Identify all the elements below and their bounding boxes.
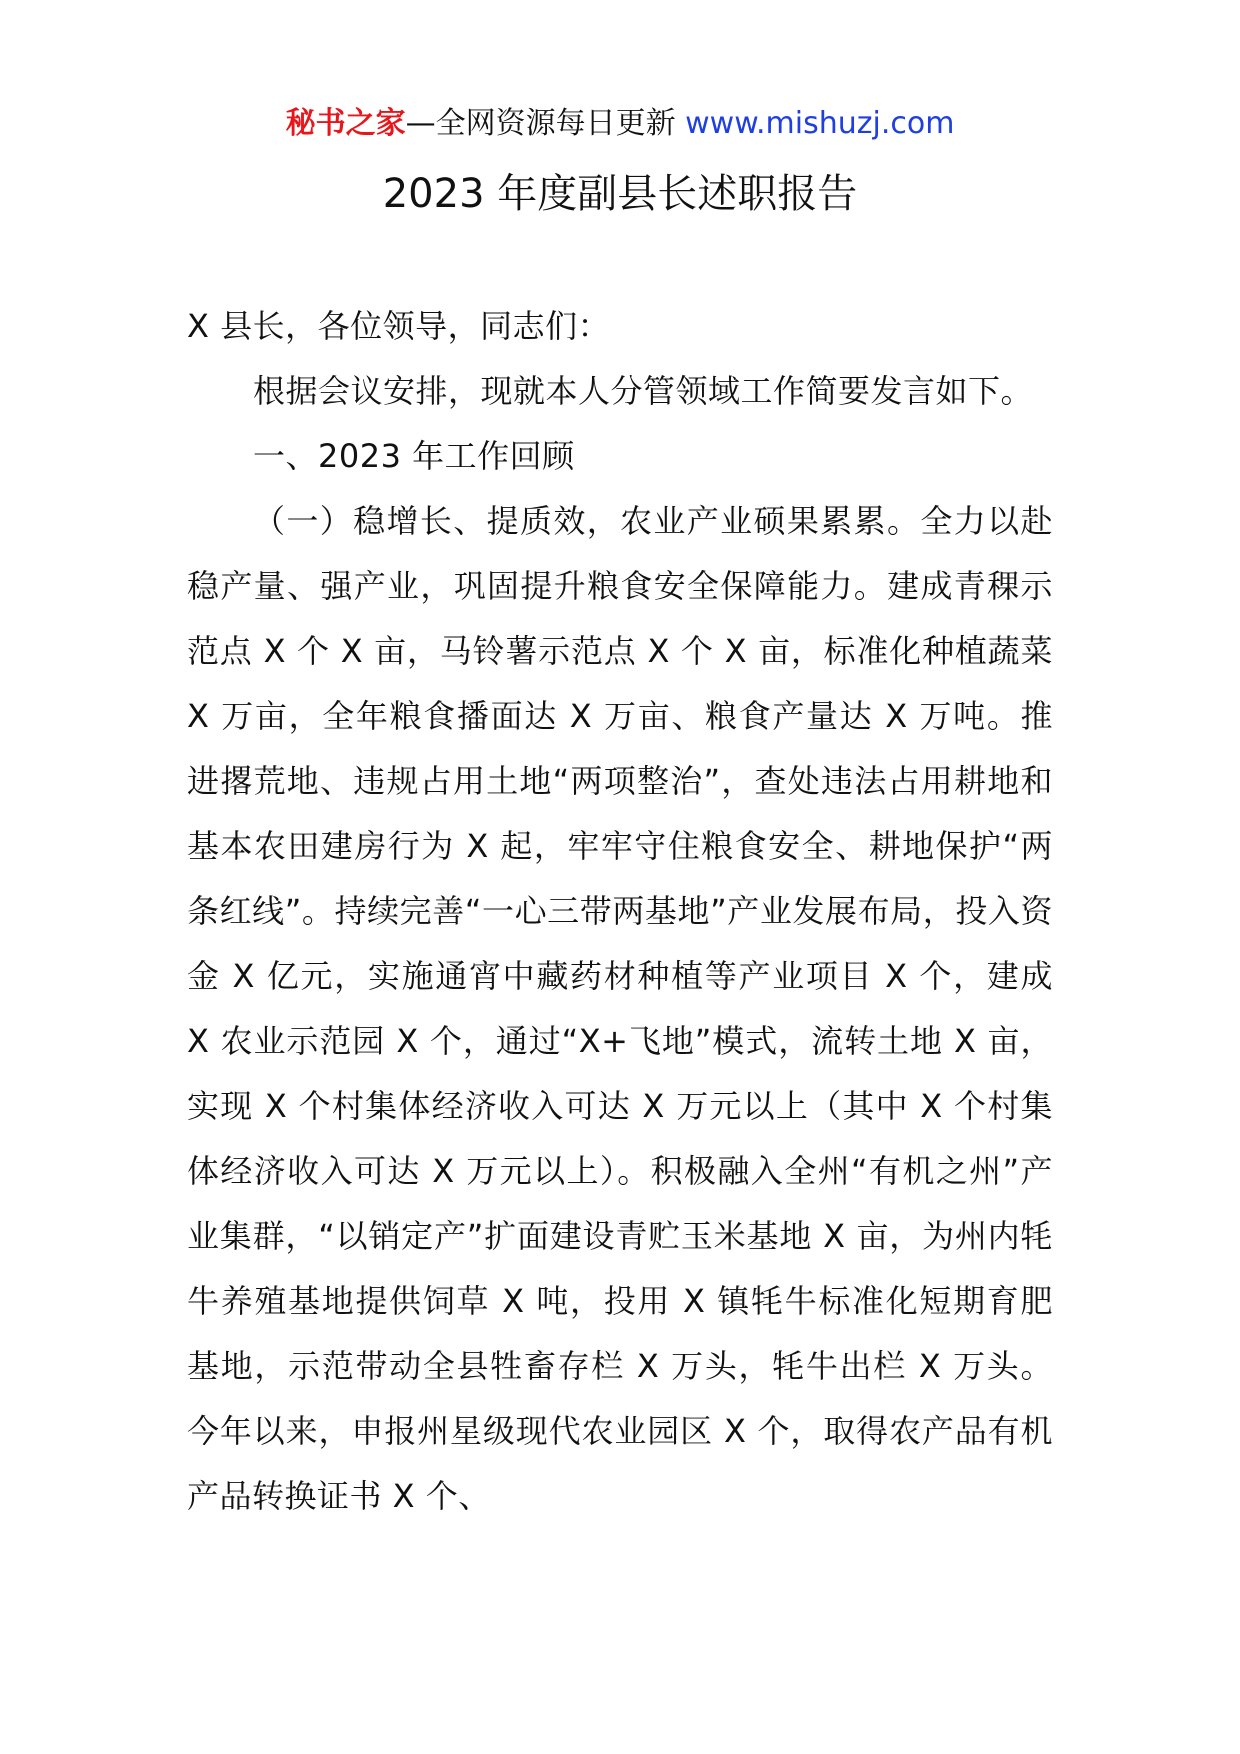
site-slogan: —全网资源每日更新: [405, 106, 686, 141]
document-title: 2023 年度副县长述职报告: [382, 171, 858, 217]
site-url-link[interactable]: www.mishuzj.com: [685, 106, 955, 141]
section-heading: 一、2023 年工作回顾: [253, 437, 575, 475]
document-body: [187, 294, 1053, 1529]
salutation: X 县长，各位领导，同志们：: [187, 307, 611, 345]
site-brand: 秘书之家: [285, 106, 406, 141]
site-header: [0, 104, 1240, 144]
intro-paragraph: 根据会议安排，现就本人分管领域工作简要发言如下。: [253, 372, 1034, 410]
body-paragraph: （一）稳增长、提质效，农业产业硕果累累。全力以赴稳产量、强产业，巩固提升粮食安全保障能力。建成青稞示范点 X 个 X 亩，马铃薯示范点 X 个 X 亩，标准化种植蔬菜 X 万亩，全年粮食播面达 X 万亩、粮食产量达 X 万吨。推进撂荒地、违规占用土地“两项整治”，查处违法占用耕地和基本农田建房行为 X 起，牢牢守住粮食安全、耕地保护“两条红线”。持续完善“一心三带两基地”产业发展布局，投入资金 X 亿元，实施通宵中藏药材种植等产业项目 X 个，建成 X 农业示范园 X 个，通过“X+飞地”模式，流转土地 X 亩，实现 X 个村集体经济收入可达 X 万元以上（其中 X 个村集体经济收入可达 X 万元以上）。积极融入全州“有机之州”产业集群，“以销定产”扩面建设青贮玉米基地 X 亩，为州内牦牛养殖基地提供饲草 X 吨，投用 X 镇牦牛标准化短期育肥基地，示范带动全县牲畜存栏 X 万头，牦牛出栏 X 万头。今年以来，申报州星级现代农业园区 X 个，取得农产品有机产品转换证书 X 个、: [187, 502, 1053, 1515]
